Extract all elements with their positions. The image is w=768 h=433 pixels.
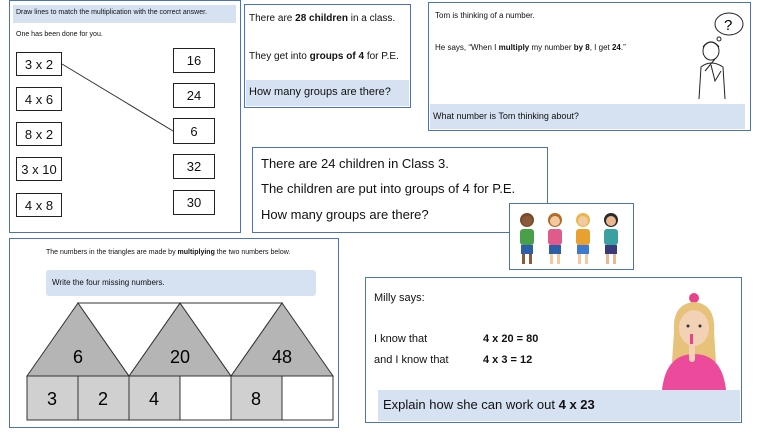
right-item-5[interactable]: 30 — [173, 190, 215, 215]
left-item-5[interactable]: 4 x 8 — [16, 193, 62, 217]
left-item-1[interactable]: 3 x 2 — [16, 52, 62, 76]
class3-card — [252, 147, 548, 233]
match-note: One has been done for you. — [16, 31, 103, 38]
right-item-4[interactable]: 32 — [173, 154, 215, 179]
triangle-prompt: Write the four missing numbers. — [52, 278, 165, 287]
kids-illustration — [510, 204, 633, 269]
base-value-3: 4 — [148, 389, 160, 409]
right-item-3[interactable]: 6 — [173, 118, 215, 144]
tom-card — [428, 2, 751, 131]
right-item-1[interactable]: 16 — [173, 48, 215, 73]
know2-value: 4 x 3 = 12 — [483, 354, 533, 366]
base-value-2: 2 — [97, 389, 109, 409]
left-item-3[interactable]: 8 x 2 — [16, 122, 62, 146]
children-image — [509, 203, 634, 270]
base-box-4 — [180, 376, 231, 420]
base-box-6 — [282, 376, 333, 420]
left-item-4[interactable]: 3 x 10 — [16, 157, 62, 181]
children-question: How many groups are there? — [249, 86, 391, 98]
class3-line2: The children are put into groups of 4 for P.E. — [261, 181, 516, 196]
class3-line3: How many groups are there? — [261, 207, 429, 222]
know1-label: I know that — [374, 333, 428, 345]
bubble-question-mark: ? — [724, 17, 733, 34]
base-value-5: 8 — [250, 389, 262, 409]
children-line1: There are 28 children in a class. — [249, 13, 396, 24]
know1-value: 4 x 20 = 80 — [483, 333, 539, 345]
thinking-person-image — [691, 9, 751, 101]
match-card — [9, 0, 241, 233]
triangle-puzzle — [10, 239, 340, 429]
match-instruction: Draw lines to match the multiplication with the correct answer. — [16, 9, 208, 16]
milly-says: Milly says: — [374, 292, 425, 304]
tom-question: What number is Tom thinking about? — [433, 111, 579, 121]
class3-line1: There are 24 children in Class 3. — [261, 156, 449, 171]
milly-card — [365, 277, 742, 423]
right-item-2[interactable]: 24 — [173, 83, 215, 108]
tom-line2: He says, “When I multiply my number by 8, I get 24.” — [435, 43, 626, 52]
milly-prompt: Explain how she can work out 4 x 23 — [383, 397, 595, 412]
triangle-instruction: The numbers in the triangles are made by multiplying the two numbers below. — [46, 249, 291, 256]
base-value-1: 3 — [46, 389, 58, 409]
triangle-value-5: 48 — [271, 347, 293, 367]
children-card — [244, 4, 411, 108]
triangle-value-1: 6 — [72, 347, 84, 367]
triangle-card — [9, 238, 339, 428]
know2-label: and I know that — [374, 354, 449, 366]
milly-image — [660, 292, 732, 390]
children-line2: They get into groups of 4 for P.E. — [249, 51, 399, 62]
left-item-2[interactable]: 4 x 6 — [16, 87, 62, 111]
triangle-value-3: 20 — [169, 347, 191, 367]
tom-line1: Tom is thinking of a number. — [435, 11, 535, 20]
